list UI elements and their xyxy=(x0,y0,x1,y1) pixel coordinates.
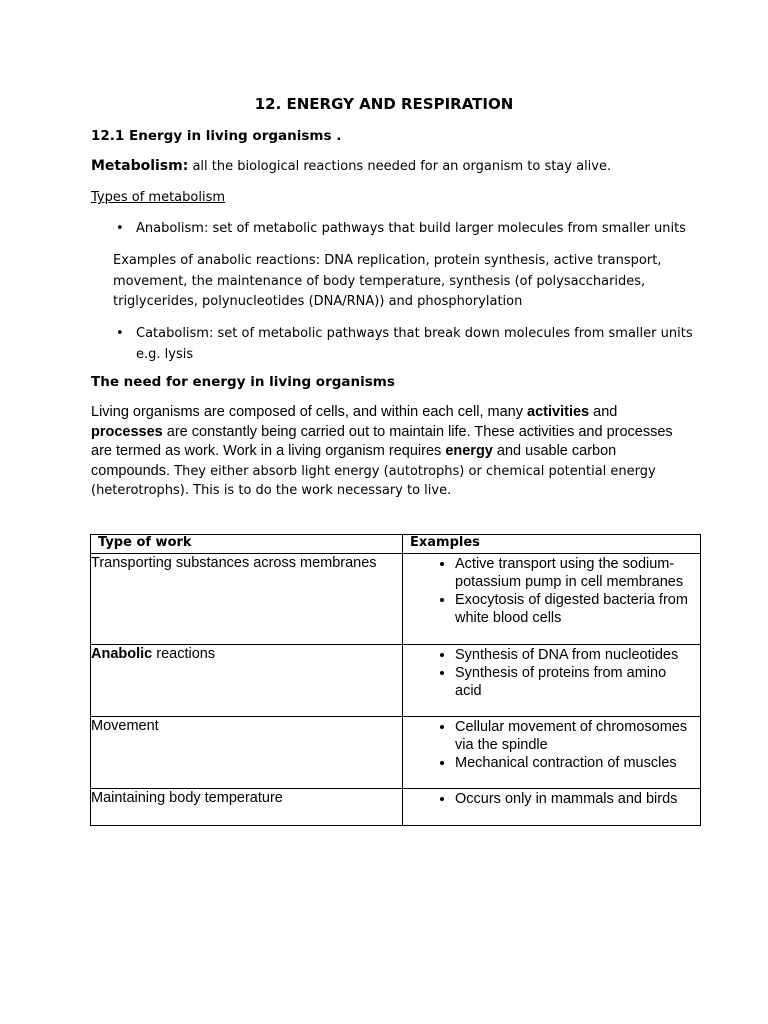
work-type-cell xyxy=(91,554,403,645)
table-header-row xyxy=(91,535,701,554)
need-heading: The need for energy in living organisms xyxy=(91,374,395,390)
example-item: • Mechanical contraction of muscles xyxy=(455,754,700,772)
work-table xyxy=(90,534,701,826)
work-examples-cell xyxy=(403,789,701,826)
example-item: • Cellular movement of chromosomes via the spindle xyxy=(455,718,700,754)
living-text-4: and usable carbon compounds. xyxy=(91,443,617,479)
example-item: • Active transport using the sodium-potassium pump in cell membranes xyxy=(455,555,700,591)
table-row xyxy=(91,717,701,789)
section-heading: 12.1 Energy in living organisms . xyxy=(91,128,342,144)
work-examples-cell xyxy=(403,717,701,789)
example-item: • Occurs only in mammals and birds xyxy=(455,790,700,808)
catabolism-text: Catabolism: set of metabolic pathways that break down molecules from smaller units xyxy=(136,326,693,341)
example-item: • Exocytosis of digested bacteria from white blood cells xyxy=(455,591,700,627)
metabolism-definition xyxy=(91,158,611,174)
work-type-text: reactions xyxy=(152,646,216,662)
page-title: 12. ENERGY AND RESPIRATION xyxy=(254,95,514,113)
bullet-icon: • xyxy=(116,221,124,236)
living-text-3: are constantly being carried out to maintain life. These activities and processes are termed as work. Work in a living organism requires xyxy=(91,423,673,459)
living-text-2: and xyxy=(589,404,618,420)
table-row xyxy=(91,645,701,717)
work-type-cell xyxy=(91,645,403,717)
bullet-icon: • xyxy=(116,326,124,341)
work-type-cell xyxy=(91,717,403,789)
example-item: • Synthesis of proteins from amino acid xyxy=(455,664,700,700)
work-type-bold: Anabolic xyxy=(91,646,153,662)
catabolism-bullet xyxy=(116,323,693,365)
header-type-of-work: Type of work xyxy=(91,535,403,554)
anabolic-examples: Examples of anabolic reactions: DNA replication, protein synthesis, active transport, movement, the maintenance of body temperature, synthesis (of polysaccharides, triglycerides, polynucleotides (DNA/RNA)) and phosphorylation xyxy=(113,253,662,309)
anabolism-text: Anabolism: set of metabolic pathways that build larger molecules from smaller units xyxy=(136,221,686,236)
living-text-1: Living organisms are composed of cells, and within each cell, many xyxy=(91,404,528,420)
living-bold-processes: processes xyxy=(91,423,163,440)
metabolism-text: all the biological reactions needed for an organism to stay alive. xyxy=(188,159,612,174)
catabolism-example: e.g. lysis xyxy=(136,347,194,362)
living-text-small: They either absorb light energy (autotrophs) or chemical potential energy (heterotrophs). This is to do the work necessary to live. xyxy=(91,463,656,498)
example-item: • Synthesis of DNA from nucleotides xyxy=(455,646,700,664)
work-type-text: Maintaining body temperature xyxy=(91,790,283,806)
work-examples-cell xyxy=(403,554,701,645)
table-row xyxy=(91,789,701,826)
living-bold-activities: activities xyxy=(527,404,590,420)
work-type-cell xyxy=(91,789,403,826)
table-row xyxy=(91,554,701,645)
types-heading: Types of metabolism xyxy=(91,190,226,205)
work-type-text: Transporting substances across membranes xyxy=(91,555,377,571)
living-organisms-paragraph xyxy=(91,403,691,501)
anabolism-bullet xyxy=(116,221,686,236)
metabolism-term: Metabolism: xyxy=(91,158,189,174)
work-examples-cell xyxy=(403,645,701,717)
work-type-text: Movement xyxy=(91,718,159,734)
header-examples: Examples xyxy=(403,535,701,554)
living-bold-energy: energy xyxy=(445,443,493,459)
